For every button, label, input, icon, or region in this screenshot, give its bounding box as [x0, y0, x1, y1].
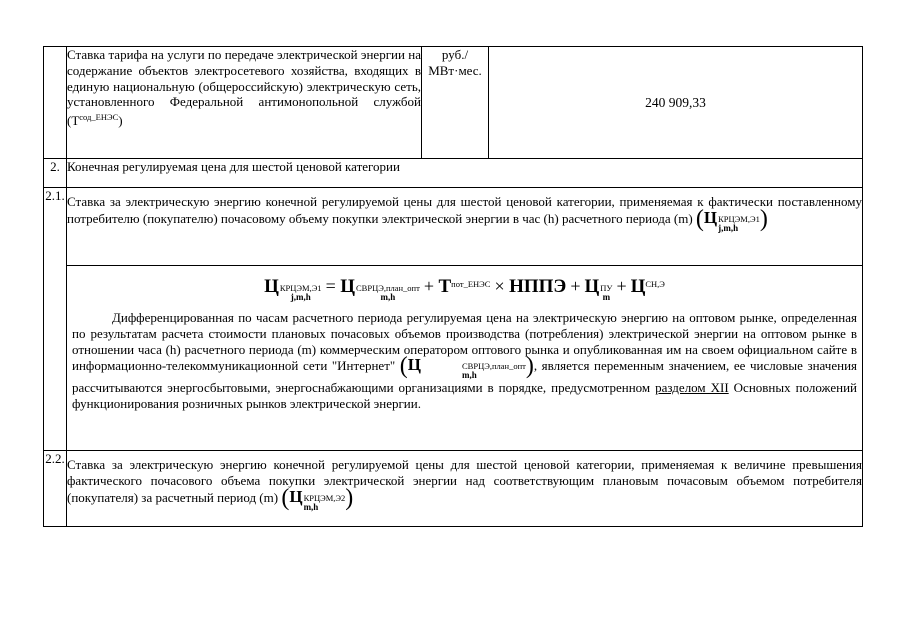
price-formula: Ц КРЦЭМ,Э1 j,m,h = Ц СВРЦЭ,план_опт m,h + $Т^{пот\_ЕНЭС}$ × НППЭ + Ц ПУ m + $Ц^{СН,Э}$	[264, 276, 665, 302]
table-row-rate	[44, 47, 863, 159]
rate-description: Ставка тарифа на услуги по передаче электрической энергии на содержание объектов электросетевого хозяйства, входящих в единую национальную (общероссийскую) электрическую сеть, установленного Федеральной антимонопольной службой $(Т^{сод\_ЕНЭС})$	[67, 47, 422, 159]
table-row-section-2	[44, 159, 863, 188]
item-2-1-text: Ставка за электрическую энергию конечной регулируемой цены для шестой ценовой категории, применяемая к фактически поставленному потребителю (покупателю) почасовому объему покупки электрической энергии в час (h) расчетного периода (m) (Ц КРЦЭМ,Э1 j,m,h )	[67, 188, 863, 266]
tariff-table	[43, 46, 863, 527]
rate-units: руб./МВт·мес.	[422, 47, 489, 159]
symbol-ts: Ц	[703, 207, 718, 227]
section-xii-link[interactable]: разделом XII	[655, 380, 729, 396]
table-row-formula	[44, 266, 863, 451]
item-number-2-1: 2.1.	[44, 188, 67, 451]
item-number-2-2: 2.2.	[44, 451, 67, 527]
item-2-1-paragraph: Дифференцированная по часам расчетного периода регулируемая цена на электрическую энергию на оптовом рынке, определенная по результатам расчета стоимости плановых почасовых объемов производства (потребления) электрической энергии на оптовом рынке в отношении часа (h) расчетного периода (m) коммерческим оператором оптового рынка и опубликованная им на своем официальном сайте в информационно-телекоммуникационной сети "Интернет" (Ц СВРЦЭ,план_опт m,h ), является переменным значением, ее числовые значения рассчитываются энергосбытовыми, энергоснабжающими организациями в порядке, предусмотренном разделом XII Основных положений функционирования розничных рынков электрической энергии.	[72, 310, 858, 412]
formula-cell	[67, 266, 863, 451]
table-row-item-2-2	[44, 451, 863, 527]
section-number: 2.	[44, 159, 67, 188]
item-2-2-text: Ставка за электрическую энергию конечной регулируемой цены для шестой ценовой категории, применяемая к величине превышения фактического почасового объема покупки электрической энергии над соответствующим плановым почасовым объемом потребителя (покупателя) за расчетный период (m) (Ц КРЦЭМ,Э2 m,h )	[67, 451, 863, 527]
tariff-document	[43, 46, 863, 527]
row-number-empty	[44, 47, 67, 159]
table-row-item-2-1	[44, 188, 863, 266]
rate-value: 240 909,33	[489, 47, 863, 159]
section-title: Конечная регулируемая цена для шестой ценовой категории	[67, 159, 863, 188]
